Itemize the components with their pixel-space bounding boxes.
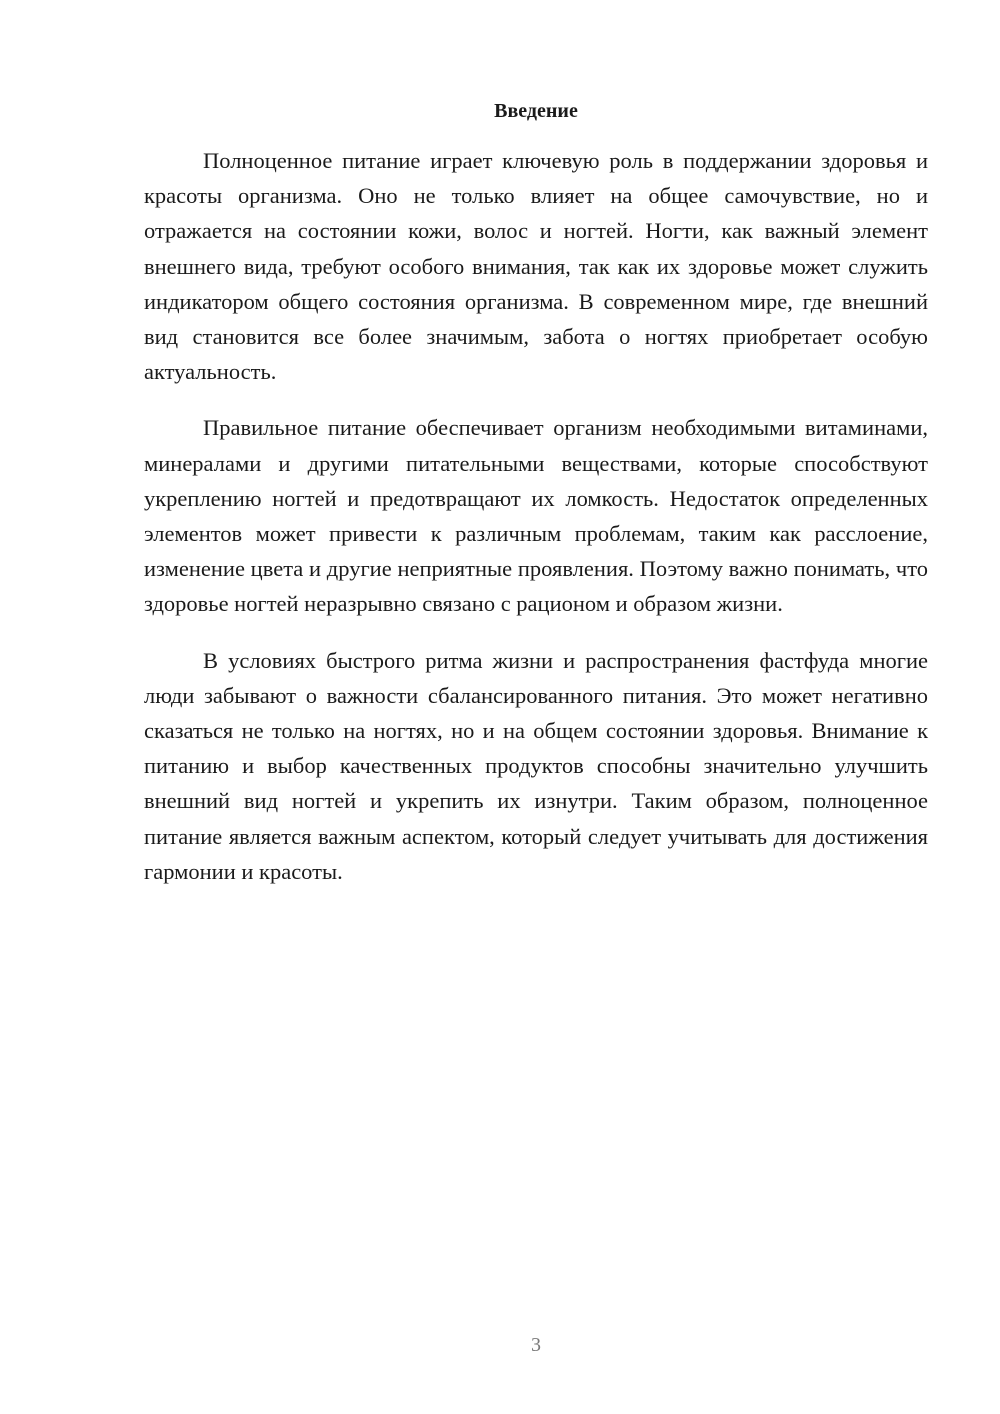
paragraph-2: Правильное питание обеспечивает организм необходимыми витаминами, минералами и другими питательными веществами, которые способствуют укреплению ногтей и предотвращают их ломкость. Недостаток определенных элементов может привести к различным проблемам, таким как расслоение, изменение цвета и другие неприятные проявления. Поэтому важно понимать, что здоровье ногтей неразрывно связано с рационом и образом жизни. xyxy=(144,415,928,617)
section-title: Введение xyxy=(494,100,578,122)
paragraph-1: Полноценное питание играет ключевую роль в поддержании здоровья и красоты организма. Оно не только влияет на общее самочувствие, но и отражается на состоянии кожи, волос и ногтей. Ногти, как важный элемент внешнего вида, требуют особого внимания, так как их здоровье может служить индикатором общего состояния организма. В современном мире, где внешний вид становится все более значимым, забота о ногтях приобретает особую актуальность. xyxy=(144,148,928,385)
page-number: 3 xyxy=(531,1334,541,1356)
paragraph-3: В условиях быстрого ритма жизни и распространения фастфуда многие люди забывают о важности сбалансированного питания. Это может негативно сказаться не только на ногтях, но и на общем состоянии здоровья. Внимание к питанию и выбор качественных продуктов способны значительно улучшить внешний вид ногтей и укрепить их изнутри. Таким образом, полноценное питание является важным аспектом, который следует учитывать для достижения гармонии и красоты. xyxy=(144,647,928,884)
page-content xyxy=(144,95,928,910)
